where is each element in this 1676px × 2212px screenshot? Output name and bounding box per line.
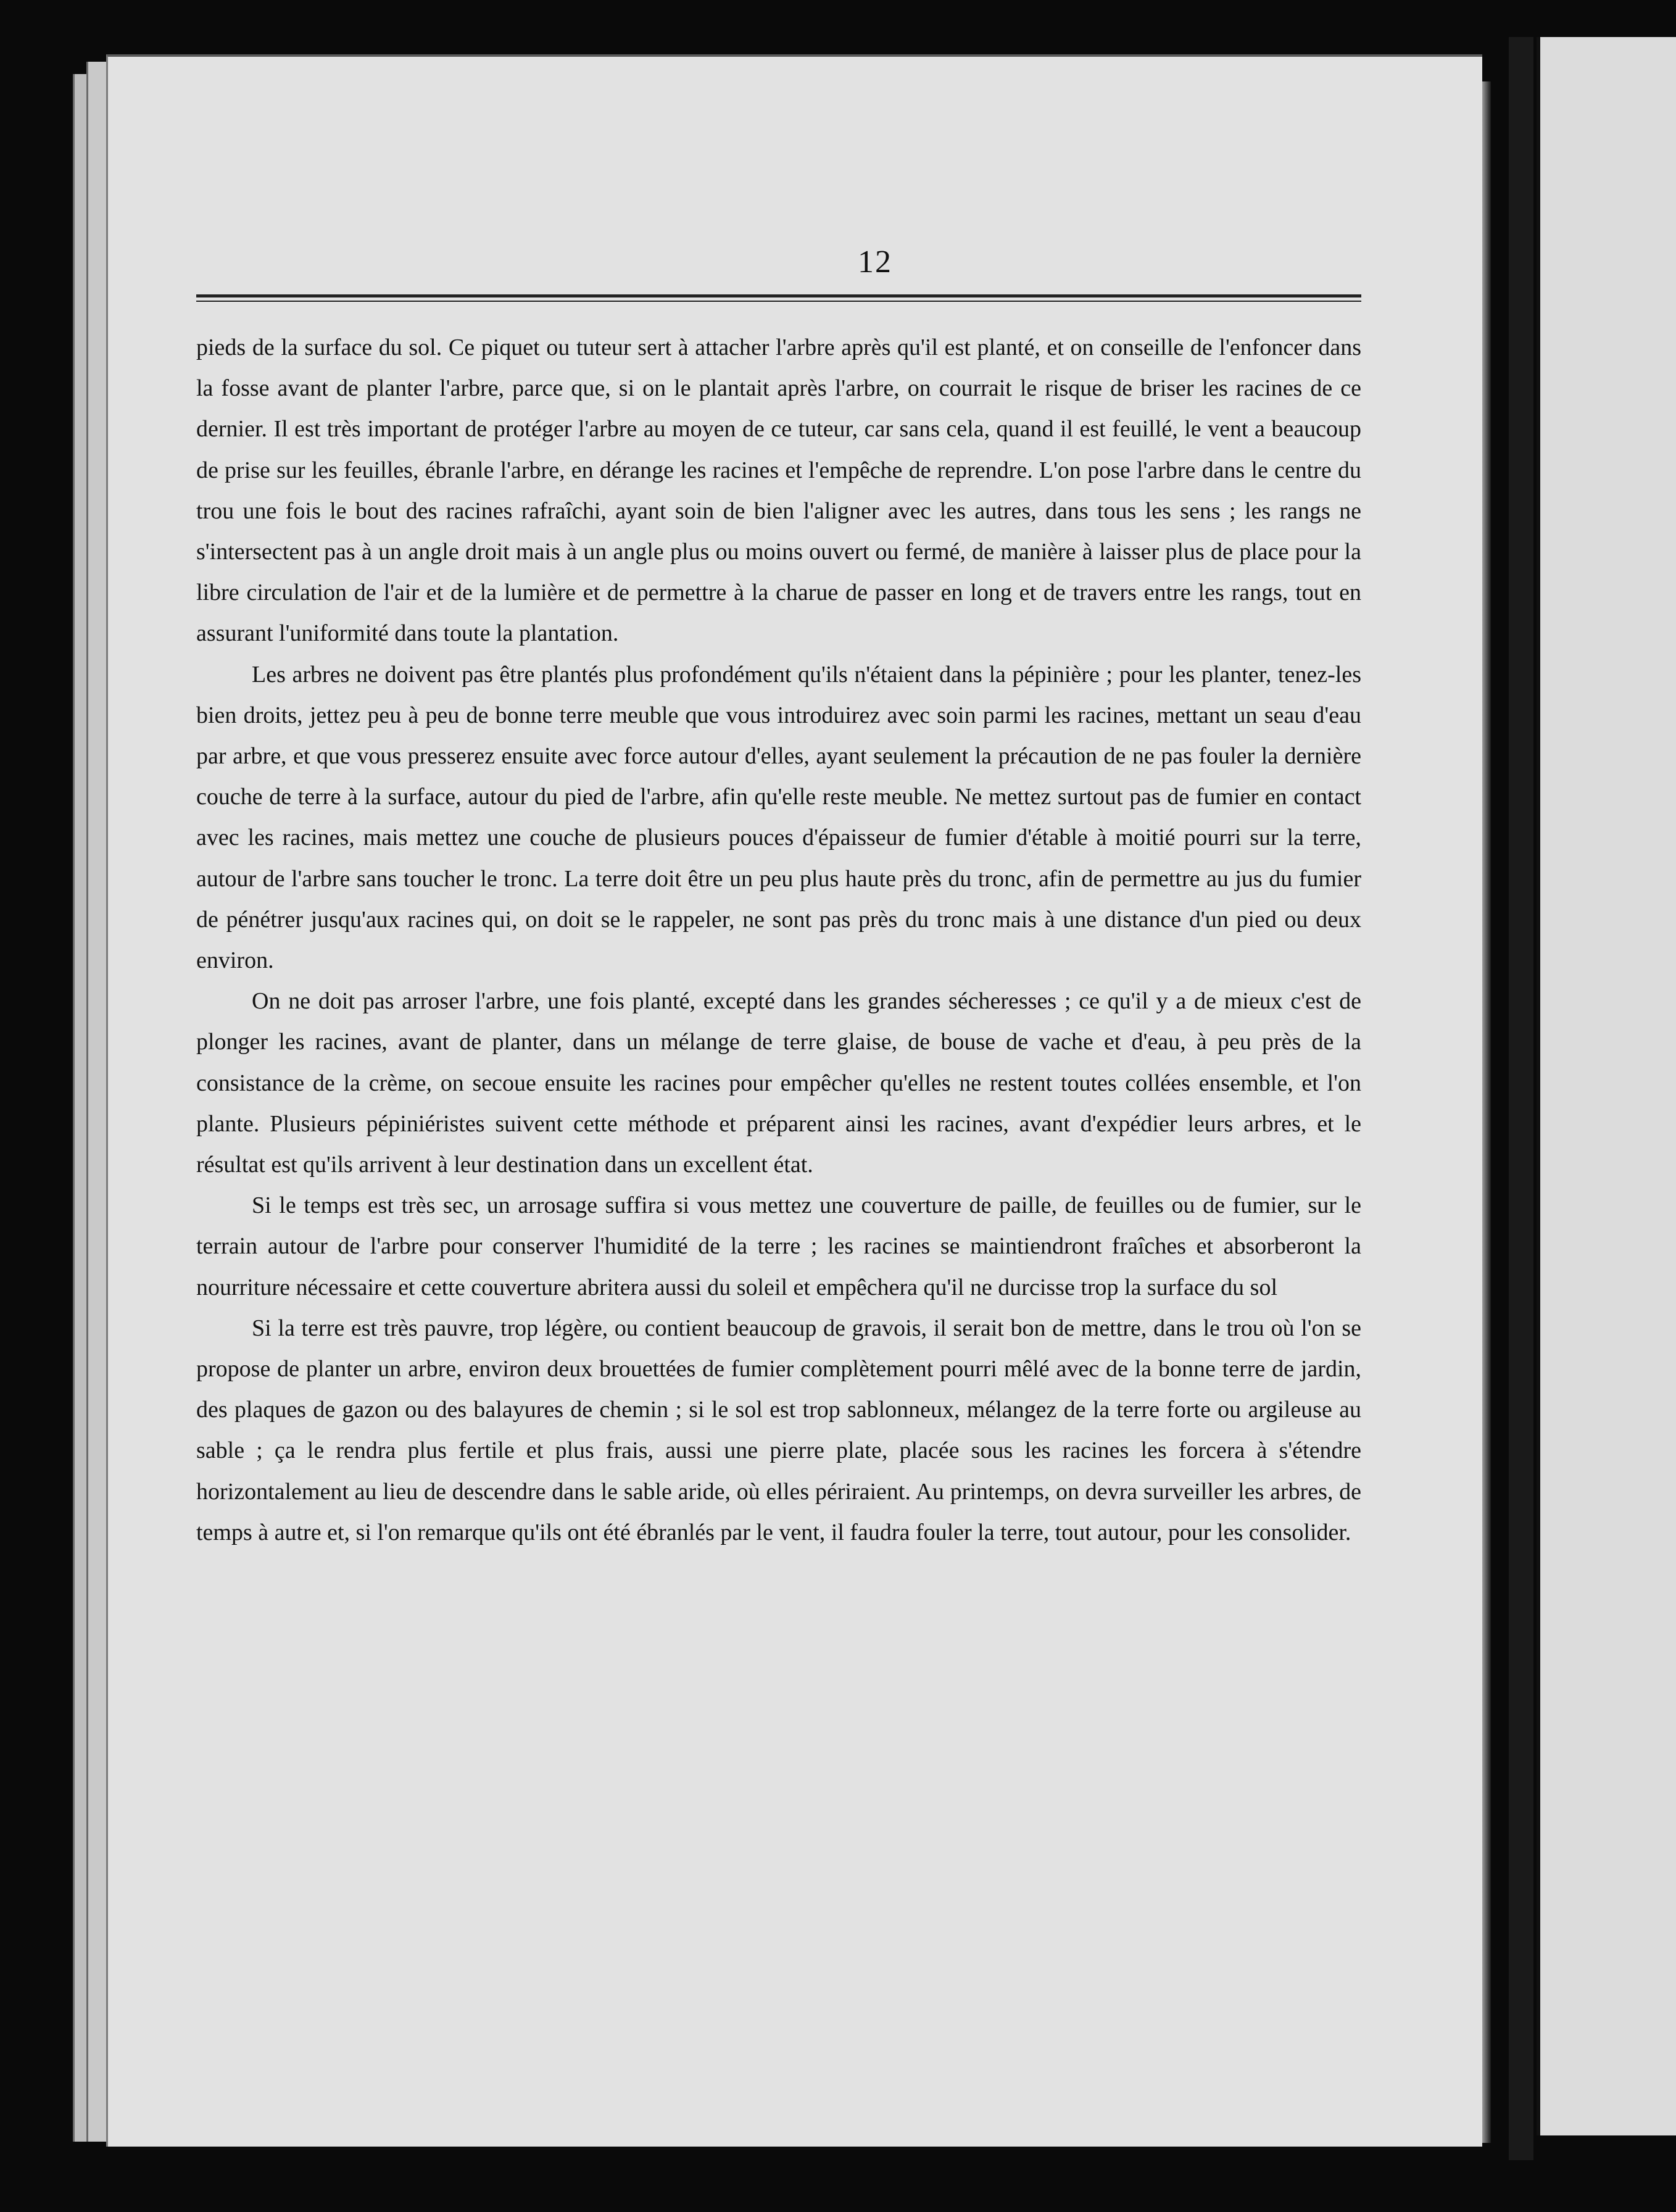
paragraph: Les arbres ne doivent pas être plantés plus profondément qu'ils n'étaient dans la pépinière ; pour les planter, tenez-les bien droits, jettez peu à peu de bonne terre meuble que vous introduirez avec soin parmi les racines, mettant un seau d'eau par arbre, et que vous presserez ensuite avec force autour d'elles, ayant seulement la précaution de ne pas fouler la dernière couche de terre à la surface, autour du pied de l'arbre, afin qu'elle reste meuble. Ne mettez surtout pas de fumier en contact avec les racines, mais mettez une couche de plusieurs pouces d'épaisseur de fumier d'étable à moitié pourri sur la terre, autour de l'arbre sans toucher le tronc. La terre doit être un peu plus haute près du tronc, afin de permettre au jus du fumier de pénétrer jusqu'aux racines qui, on doit se le rappeler, ne sont pas près du tronc mais à une distance d'un pied ou deux environ. bbox=[196, 661, 1361, 974]
header-rule-thick bbox=[196, 294, 1361, 297]
paragraph: pieds de la surface du sol. Ce piquet ou tuteur sert à attacher l'arbre après qu'il est planté, et on conseille de l'enfoncer dans la fosse avant de planter l'arbre, parce que, si on le plantait après l'arbre, on courrait le risque de briser les racines de ce dernier. Il est très important de protéger l'arbre au moyen de ce tuteur, car sans cela, quand il est feuillé, le vent a beaucoup de prise sur les feuilles, ébranle l'arbre, en dérange les racines et l'empêche de reprendre. L'on pose l'arbre dans le centre du trou une fois le bout des racines rafraîchi, ayant soin de bien l'aligner avec les autres, dans tous les sens ; les rangs ne s'intersectent pas à un angle droit mais à un angle plus ou moins ouvert ou fermé, de manière à laisser plus de place pour la libre circulation de l'air et de la lumière et de permettre à la charue de passer en long et de travers entre les rangs, tout en assurant l'uniformité dans toute la plantation. bbox=[196, 335, 1361, 647]
book-binding bbox=[1509, 37, 1533, 2160]
paragraph: On ne doit pas arroser l'arbre, une fois planté, excepté dans les grandes sécheresses ; ce qu'il y a de mieux c'est de plonger les racines, avant de planter, dans un mélange de terre glaise, de bouse de vache et d'eau, à peu près de la consistance de la crème, on secoue ensuite les racines pour empêcher qu'elles ne restent toutes collées ensemble, et l'on plante. Plusieurs pépiniéristes suivent cette méthode et préparent ainsi les racines, avant d'expédier leurs arbres, et le résultat est qu'ils arrivent à leur destination dans un excellent état. bbox=[196, 988, 1361, 1178]
page-number: 12 bbox=[858, 244, 892, 280]
paragraph: Si la terre est très pauvre, trop légère, ou contient beaucoup de gravois, il serait bon de mettre, dans le trou où l'on se propose de planter un arbre, environ deux brouettées de fumier complètement pourri mêlé avec de la bonne terre de jardin, des plaques de gazon ou des balayures de chemin ; si le sol est trop sablonneux, mélangez de la terre forte ou argileuse au sable ; ça le rendra plus fertile et plus frais, aussi une pierre plate, placée sous les racines les forcera à s'étendre horizontalement au lieu de descendre dans le sable aride, où elles périraient. Au printemps, on devra surveiller les arbres, de temps à autre et, si l'on remarque qu'ils ont été ébranlés par le vent, il faudra fouler la terre, tout autour, pour les consolider. bbox=[196, 1315, 1361, 1545]
next-page-edge bbox=[1537, 37, 1676, 2135]
paragraph: Si le temps est très sec, un arrosage suffira si vous mettez une couverture de paille, de feuilles ou de fumier, sur le terrain autour de l'arbre pour conserver l'humidité de la terre ; les racines se maintiendront fraîches et absorberont la nourriture nécessaire et cette couverture abritera aussi du soleil et empêchera qu'il ne durcisse trop la surface du sol bbox=[196, 1192, 1361, 1300]
header-rule-thin bbox=[196, 301, 1361, 302]
body-text bbox=[196, 327, 1361, 1553]
